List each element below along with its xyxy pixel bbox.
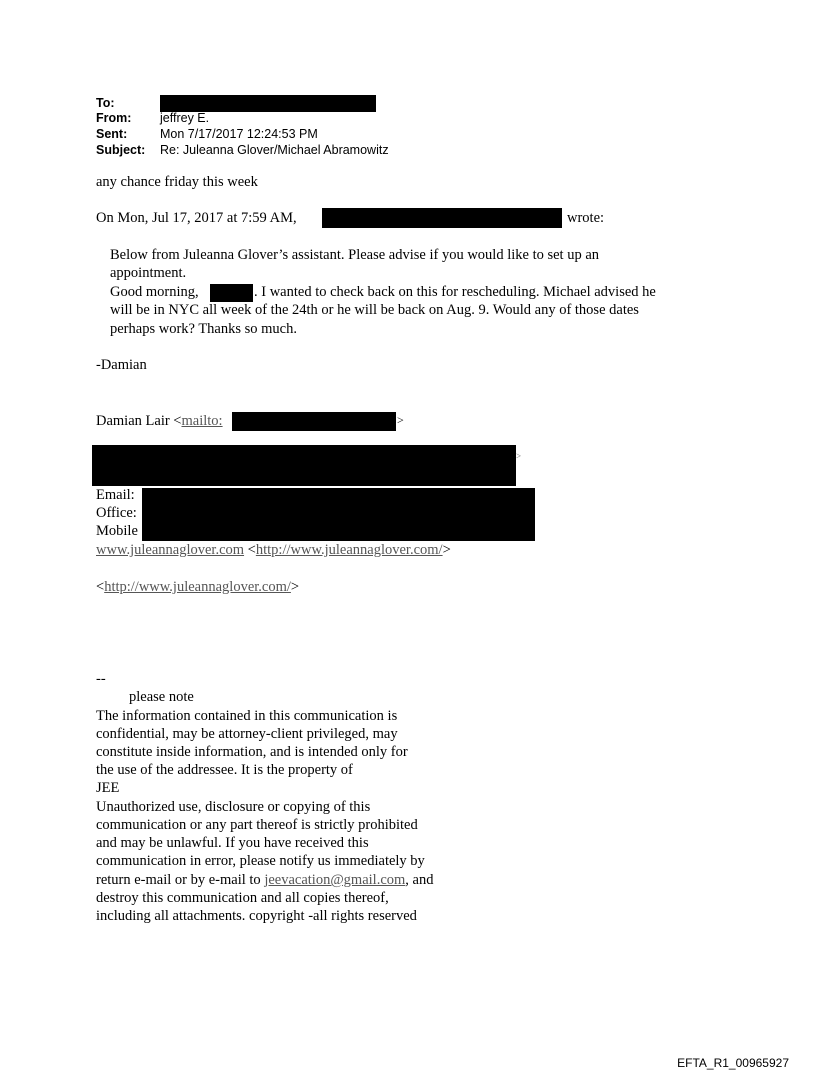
disclaimer-line-8: and may be unlawful. If you have received this bbox=[96, 835, 369, 851]
quote-intro-prefix: On Mon, Jul 17, 2017 at 7:59 AM, bbox=[96, 210, 297, 226]
redaction-contact bbox=[142, 488, 535, 541]
quoted-line-1: Below from Juleanna Glover’s assistant. Please advise if you would like to set up an bbox=[110, 247, 600, 263]
url2-close: > bbox=[290, 579, 300, 595]
quoted-line-5: perhaps work? Thanks so much. bbox=[110, 321, 297, 337]
return-suffix: , and bbox=[405, 872, 434, 888]
quoted-line-3-suffix: . I wanted to check back on this for rescheduling. Michael advised he bbox=[254, 284, 656, 300]
redaction-to bbox=[160, 95, 376, 112]
to-label: To: bbox=[96, 96, 115, 110]
disclaimer-line-7: communication or any part thereof is strictly prohibited bbox=[96, 817, 418, 833]
signoff: -Damian bbox=[96, 357, 147, 373]
reply-text: any chance friday this week bbox=[96, 174, 258, 190]
disclaimer-line-12: including all attachments. copyright -all rights reserved bbox=[96, 908, 417, 924]
office-label: Office: bbox=[96, 505, 137, 521]
email-label: Email: bbox=[96, 487, 135, 503]
bates-number: EFTA_R1_00965927 bbox=[677, 1056, 789, 1070]
redaction-block bbox=[92, 445, 516, 486]
redacted-line-close: > bbox=[516, 451, 522, 461]
quote-intro-suffix: wrote: bbox=[567, 210, 605, 226]
signature-name-line bbox=[96, 413, 223, 430]
quoted-line-3-prefix: Good morning, bbox=[110, 284, 199, 300]
disclaimer-line-3: constitute inside information, and is intended only for bbox=[96, 744, 408, 760]
redaction-email bbox=[232, 412, 396, 431]
disclaimer-line-6: Unauthorized use, disclosure or copying of this bbox=[96, 799, 371, 815]
subject-label: Subject: bbox=[96, 143, 146, 157]
website-url2-line bbox=[96, 579, 299, 596]
disclaimer-line-2: confidential, may be attorney-client privileged, may bbox=[96, 726, 398, 742]
signature-name: Damian Lair < bbox=[96, 413, 182, 429]
subject-value: Re: Juleanna Glover/Michael Abramowitz bbox=[160, 143, 389, 157]
website-url-link[interactable]: http://www.juleannaglover.com/ bbox=[255, 542, 443, 558]
disclaimer-line-1: The information contained in this communication is bbox=[96, 708, 398, 724]
quoted-line-2: appointment. bbox=[110, 265, 187, 281]
from-label: From: bbox=[96, 111, 132, 125]
please-note: please note bbox=[129, 689, 194, 705]
disclaimer-line-9: communication in error, please notify us immediately by bbox=[96, 853, 425, 869]
disclaimer-line-4: the use of the addressee. It is the property of bbox=[96, 762, 353, 778]
mailto-close: > bbox=[397, 413, 404, 427]
footer-dashes: -- bbox=[96, 671, 106, 687]
from-value: jeffrey E. bbox=[160, 111, 210, 125]
disclaimer-line-11: destroy this communication and all copies thereof, bbox=[96, 890, 389, 906]
website-line bbox=[96, 542, 451, 559]
return-prefix: return e-mail or by e-mail to bbox=[96, 872, 265, 888]
jeevacation-email-link[interactable]: jeevacation@gmail.com bbox=[264, 872, 406, 888]
disclaimer-line-5: JEE bbox=[96, 780, 120, 796]
sent-label: Sent: bbox=[96, 127, 128, 141]
sent-value: Mon 7/17/2017 12:24:53 PM bbox=[160, 127, 318, 141]
redaction-sender bbox=[322, 208, 562, 228]
website-url2-link[interactable]: http://www.juleannaglover.com/ bbox=[104, 579, 291, 595]
disclaimer-line-10 bbox=[96, 872, 433, 889]
mailto-link[interactable]: mailto: bbox=[181, 413, 223, 429]
url2-open: < bbox=[96, 579, 105, 595]
website-url-close: > bbox=[442, 542, 451, 558]
website-url-open: < bbox=[244, 542, 256, 558]
quoted-line-4: will be in NYC all week of the 24th or he will be back on Aug. 9. Would any of those dates bbox=[110, 302, 639, 318]
website-link[interactable]: www.juleannaglover.com bbox=[96, 542, 245, 558]
mobile-label: Mobile bbox=[96, 523, 138, 539]
redaction-name bbox=[210, 284, 253, 302]
